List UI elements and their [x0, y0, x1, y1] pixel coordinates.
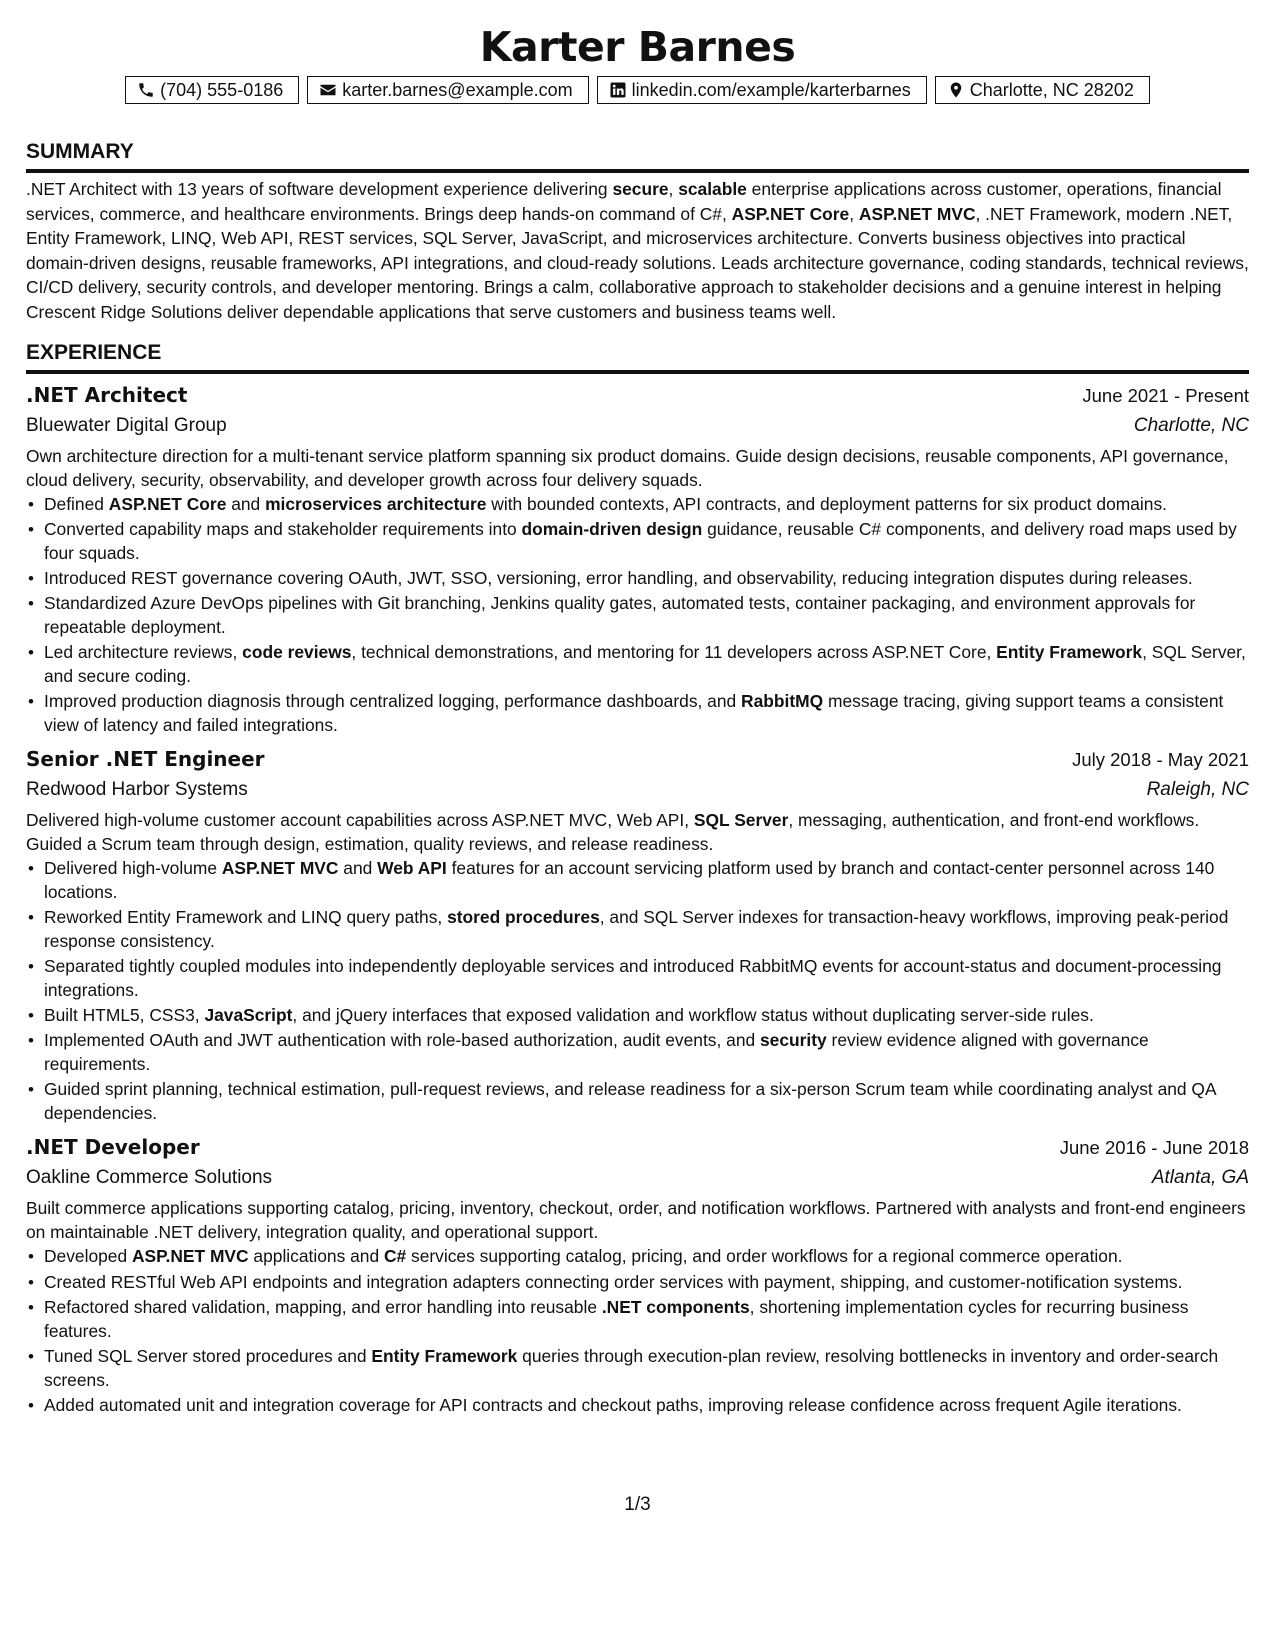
emphasis-text: domain-driven design	[521, 519, 703, 540]
text-run: , and SQL Server indexes for transaction-heavy workflows, improving peak-period response consistency.	[44, 907, 1229, 952]
job-entry	[26, 1132, 1249, 1418]
text-run: Built HTML5, CSS3,	[44, 1005, 205, 1026]
emphasis-text: Entity Framework	[371, 1345, 518, 1366]
text-run: enterprise applications across customer, operations, financial services, commerce, and healthcare environments. Brings deep hands-on command of C#,	[26, 179, 1222, 224]
bullet-item	[26, 955, 1249, 1003]
text-run: Developed	[44, 1246, 132, 1267]
text-run: , shortening implementation cycles for recurring business features.	[44, 1296, 1189, 1341]
contact-linkedin[interactable]	[597, 76, 927, 104]
text-run: .NET Architect with 13 years of software development experience delivering	[26, 179, 613, 199]
job-title: .NET Architect	[26, 382, 188, 407]
emphasis-text: stored procedures	[447, 907, 600, 928]
experience-heading: EXPERIENCE	[26, 339, 1249, 374]
job-bullets	[26, 1245, 1249, 1417]
job-dates: June 2021 - Present	[1082, 384, 1249, 406]
contact-phone[interactable]	[125, 76, 299, 104]
emphasis-text: ASP.NET Core	[108, 493, 227, 514]
text-run: queries through execution-plan review, resolving bottlenecks in inventory and order-search screens.	[44, 1345, 1219, 1390]
emphasis-text: ASP.NET MVC	[131, 1246, 249, 1267]
text-run: Added automated unit and integration coverage for API contracts and checkout paths, improving release confidence across frequent Agile iterations.	[44, 1394, 1182, 1415]
bullet-item	[26, 567, 1249, 591]
text-run: Improved production diagnosis through centralized logging, performance dashboards, and	[44, 691, 742, 712]
job-location: Raleigh, NC	[1146, 778, 1249, 800]
emphasis-text: ASP.NET MVC	[858, 203, 976, 224]
bullet-item	[26, 1296, 1249, 1344]
text-run: Defined	[44, 493, 109, 514]
map-marker-icon	[947, 81, 965, 99]
company-name: Oakline Commerce Solutions	[26, 1166, 273, 1188]
text-run: Standardized Azure DevOps pipelines with Git branching, Jenkins quality gates, automated tests, container packaging, and environment approvals for repeatable deployment.	[44, 593, 1196, 638]
text-run: features for an account servicing platform used by branch and contact-center personnel across 140 locations.	[44, 858, 1215, 903]
bullet-item	[26, 518, 1249, 566]
emphasis-text: Entity Framework	[996, 642, 1143, 663]
text-run: , .NET Framework, modern .NET, Entity Framework, LINQ, Web API, REST services, SQL Server, JavaScript, and microservices architecture. Converts business objectives into practical domain-driven designs, reusable frameworks, API integrations, and cloud-ready solutions. Leads architecture governance, coding standards, technical reviews, CI/CD delivery, security controls, and developer mentoring. Brings a calm, collaborative approach to stakeholder decisions and a genuine interest in helping Crescent Ridge Solutions deliver dependable applications that serve customers and business teams well.	[26, 203, 1249, 322]
page-number: 1/3	[624, 1494, 651, 1515]
bullet-item	[26, 1271, 1249, 1295]
bullet-item	[26, 1394, 1249, 1418]
job-entry	[26, 380, 1249, 738]
text-run: , messaging, authentication, and front-end workflows. Guided a Scrum team through design, estimation, quality reviews, and release readiness.	[26, 809, 1200, 854]
job-bullets	[26, 493, 1249, 738]
job-location: Charlotte, NC	[1133, 414, 1249, 436]
text-run: Implemented OAuth and JWT authentication with role-based authorization, audit events, and	[44, 1030, 761, 1051]
emphasis-text: code reviews	[242, 642, 352, 663]
job-title: .NET Developer	[26, 1134, 200, 1159]
bullet-item	[26, 641, 1249, 689]
emphasis-text: Web API	[377, 858, 447, 879]
text-run: applications and	[248, 1246, 384, 1267]
resume-page	[26, 0, 1249, 1650]
job-bullets	[26, 857, 1249, 1126]
contact-location	[935, 76, 1150, 104]
emphasis-text: ASP.NET Core	[731, 203, 850, 224]
emphasis-text: security	[760, 1030, 827, 1051]
envelope-icon	[319, 81, 337, 99]
text-run: , technical demonstrations, and mentoring for 11 developers across ASP.NET Core,	[351, 642, 997, 663]
emphasis-text: secure	[612, 179, 669, 199]
text-run: with bounded contexts, API contracts, and deployment patterns for six product domains.	[486, 493, 1167, 514]
location-text: Charlotte, NC 28202	[969, 79, 1134, 100]
emphasis-text: scalable	[678, 179, 747, 199]
text-run: , SQL Server, and secure coding.	[44, 642, 1246, 687]
text-run: review evidence aligned with governance requirements.	[44, 1030, 1149, 1075]
phone-icon	[137, 81, 155, 99]
emphasis-text: SQL Server	[693, 809, 789, 830]
job-location: Atlanta, GA	[1151, 1166, 1249, 1188]
text-run: Led architecture reviews,	[44, 642, 243, 663]
contact-bar	[26, 76, 1249, 104]
emphasis-text: C#	[383, 1246, 407, 1267]
bullet-item	[26, 1345, 1249, 1393]
text-run: Tuned SQL Server stored procedures and	[44, 1345, 372, 1366]
phone-text: (704) 555-0186	[160, 79, 284, 100]
bullet-item	[26, 1029, 1249, 1077]
bullet-item	[26, 592, 1249, 640]
text-run: Separated tightly coupled modules into independently deployable services and introduced RabbitMQ events for account-status and document-processing integrations.	[44, 956, 1222, 1001]
bullet-item	[26, 1245, 1249, 1269]
text-run: services supporting catalog, pricing, and order workflows for a regional commerce operation.	[406, 1246, 1123, 1267]
job-entry	[26, 744, 1249, 1126]
text-run: Delivered high-volume	[44, 858, 222, 879]
text-run: Delivered high-volume customer account capabilities across ASP.NET MVC, Web API,	[26, 809, 694, 830]
text-run: ,	[849, 203, 859, 224]
bullet-item	[26, 1078, 1249, 1126]
text-run: Reworked Entity Framework and LINQ query paths,	[44, 907, 448, 928]
job-description	[26, 808, 1249, 856]
bullet-item	[26, 1004, 1249, 1028]
text-run: message tracing, giving support teams a consistent view of latency and failed integrations.	[44, 691, 1224, 736]
text-run: Converted capability maps and stakeholder requirements into	[44, 519, 522, 540]
job-description: Built commerce applications supporting catalog, pricing, inventory, checkout, order, and notification workflows. Partnered with analysts and front-end engineers on maintainable .NET delivery, integration quality, and operational support.	[26, 1197, 1246, 1242]
company-name: Bluewater Digital Group	[26, 414, 227, 436]
text-run: guidance, reusable C# components, and delivery road maps used by four squads.	[44, 519, 1237, 563]
job-dates: July 2018 - May 2021	[1072, 748, 1249, 770]
text-run: and	[338, 858, 378, 879]
bullet-item	[26, 857, 1249, 905]
emphasis-text: .NET components	[601, 1296, 750, 1317]
linkedin-text: linkedin.com/example/karterbarnes	[631, 79, 911, 100]
emphasis-text: ASP.NET MVC	[221, 858, 339, 879]
text-run: Refactored shared validation, mapping, and error handling into reusable	[44, 1296, 602, 1317]
text-run: Created RESTful Web API endpoints and integration adapters connecting order services with payment, shipping, and customer-notification systems.	[44, 1271, 1183, 1292]
linkedin-icon	[609, 81, 627, 99]
bullet-item	[26, 906, 1249, 954]
emphasis-text: microservices architecture	[265, 493, 487, 514]
company-name: Redwood Harbor Systems	[26, 778, 248, 800]
emphasis-text: RabbitMQ	[741, 691, 824, 712]
candidate-name: Karter Barnes	[479, 23, 796, 71]
text-run: , and jQuery interfaces that exposed validation and workflow status without duplicating server-side rules.	[292, 1005, 1094, 1026]
job-title: Senior .NET Engineer	[26, 746, 265, 771]
bullet-item	[26, 493, 1249, 517]
emphasis-text: JavaScript	[204, 1005, 293, 1026]
experience-list	[26, 380, 1249, 1418]
email-text: karter.barnes@example.com	[342, 79, 573, 100]
summary-text	[26, 177, 1249, 325]
job-dates: June 2016 - June 2018	[1059, 1136, 1249, 1158]
summary-heading: SUMMARY	[26, 138, 1249, 173]
text-run: ,	[668, 179, 679, 199]
bullet-item	[26, 690, 1249, 738]
job-description: Own architecture direction for a multi-tenant service platform spanning six product domains. Guide design decisions, reusable components, API governance, cloud delivery, security, observability, and developer growth across four delivery squads.	[26, 445, 1229, 490]
text-run: Guided sprint planning, technical estimation, pull-request reviews, and release readiness for a six-person Scrum team while coordinating analyst and QA dependencies.	[44, 1079, 1216, 1124]
text-run: Introduced REST governance covering OAuth, JWT, SSO, versioning, error handling, and observability, reducing integration disputes during releases.	[44, 568, 1193, 589]
contact-email[interactable]	[307, 76, 588, 104]
text-run: and	[226, 493, 266, 514]
